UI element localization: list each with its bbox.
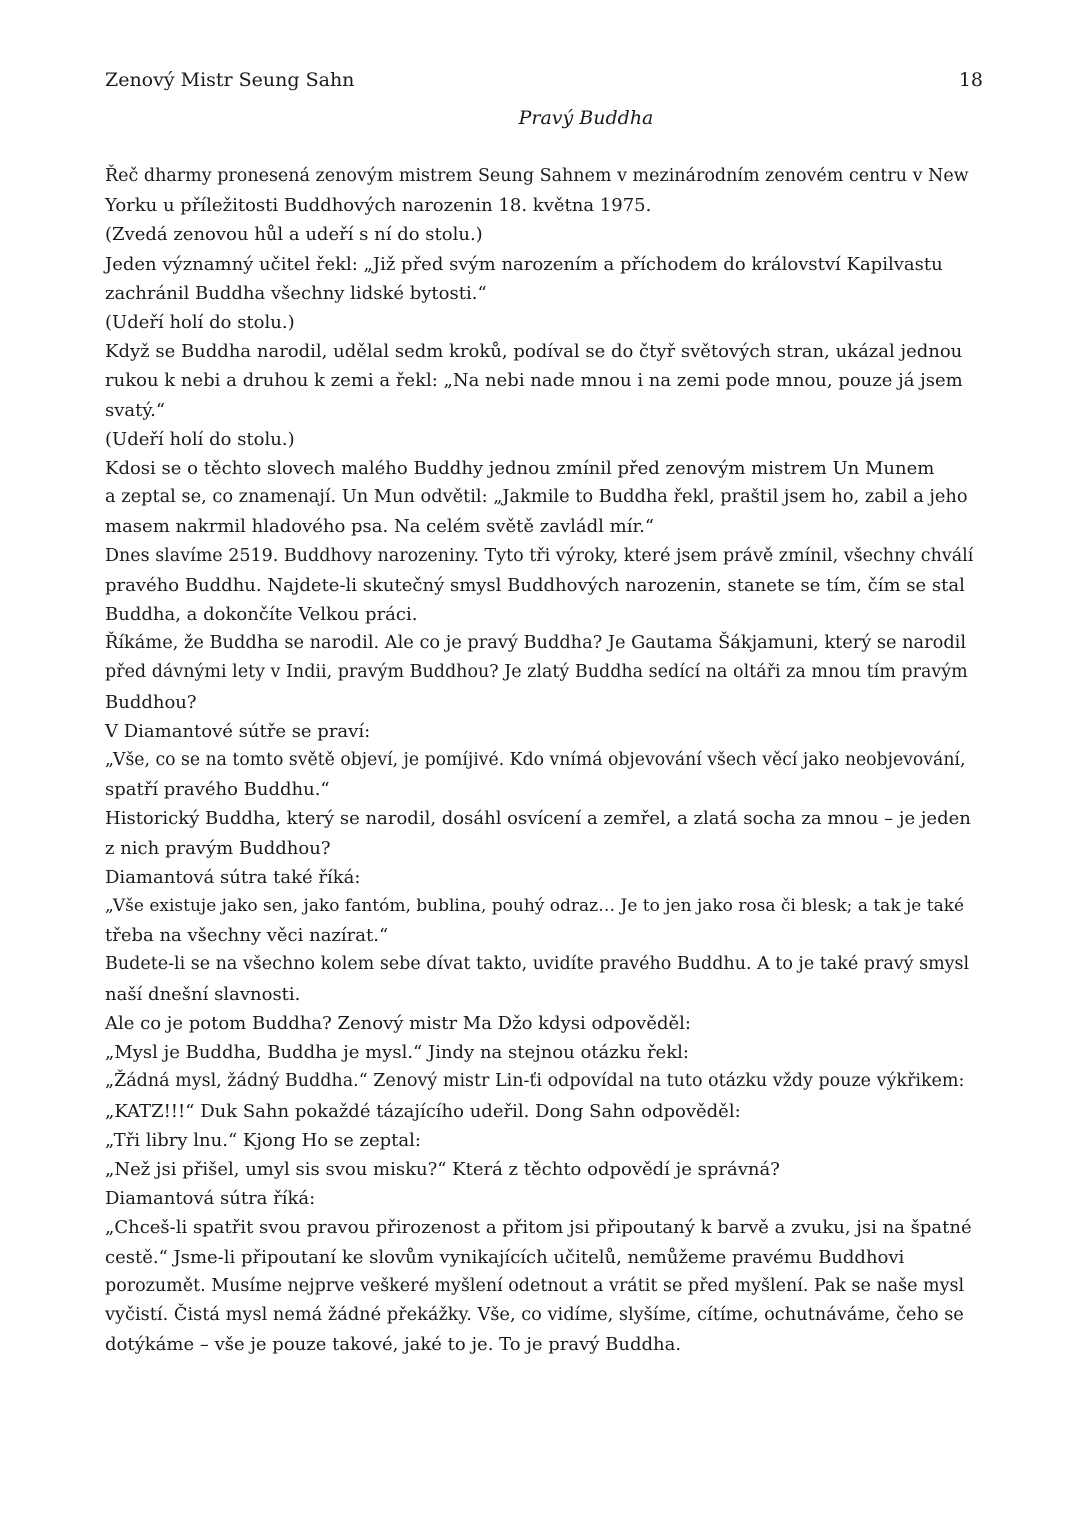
text-line: „Žádná mysl, žádný Buddha.“ Zenový mistr Lin-ťi odpovídal na tuto otázku vždy pouze výkřikem: [105,1071,965,1092]
text-line: pravého Buddhu. Najdete-li skutečný smysl Buddhových narozenin, stanete se tím, čím se stal [105,574,965,596]
text-line: vyčistí. Čistá mysl nemá žádné překážky. Vše, co vidíme, slyšíme, cítíme, ochutnáváme, čeho se [105,1304,964,1325]
text-line: Buddhou? [105,691,197,713]
running-header [105,66,983,96]
text-line: „Vše existuje jako sen, jako fantóm, bublina, pouhý odraz… Je to jen jako rosa či blesk; a tak je také [105,896,965,917]
text-line: „Než jsi přišel, umyl sis svou misku?“ Která z těchto odpovědí je správná? [105,1158,780,1180]
text-line: svatý.“ [105,399,166,421]
text-line: naší dnešní slavnosti. [105,983,301,1005]
text-line: Diamantová sútra také říká: [105,866,361,888]
text-line: Historický Buddha, který se narodil, dosáhl osvícení a zemřel, a zlatá socha za mnou – je jeden [105,808,971,830]
chapter-title: Pravý Buddha [518,107,654,129]
text-line: Yorku u příležitosti Buddhových narozenin 18. května 1975. [105,195,652,217]
text-line: a zeptal se, co znamenají. Un Mun odvětil: „Jakmile to Buddha řekl, praštil jsem ho, zabil a jeho [105,487,968,508]
text-line: porozumět. Musíme nejprve veškeré myšlení odetnout a vrátit se před myšlení. Pak se naše mysl [105,1275,965,1296]
text-line: dotýkáme – vše je pouze takové, jaké to je. To je pravý Buddha. [105,1334,682,1356]
text-line: V Diamantové sútře se praví: [105,720,371,742]
text-line: Jeden významný učitel řekl: „Již před svým narozením a příchodem do království Kapilvastu [105,253,943,275]
text-line: „Tři libry lnu.“ Kjong Ho se zeptal: [105,1129,421,1151]
text-line: (Udeří holí do stolu.) [105,312,295,334]
text-line: cestě.“ Jsme-li připoutaní ke slovům vynikajících učitelů, nemůžeme pravému Buddhovi [105,1246,905,1268]
text-line: Ale co je potom Buddha? Zenový mistr Ma Džo kdysi odpověděl: [105,1012,691,1034]
text-line: Kdosi se o těchto slovech malého Buddhy jednou zmínil před zenovým mistrem Un Munem [105,458,935,480]
text-line: třeba na všechny věci nazírat.“ [105,925,389,947]
text-line: z nich pravým Buddhou? [105,837,331,859]
text-line: „Vše, co se na tomto světě objeví, je pomíjivé. Kdo vnímá objevování všech věcí jako neobjevování, [105,750,966,771]
text-line: před dávnými lety v Indii, pravým Buddhou? Je zlatý Buddha sedící na oltáři za mnou tím pravým [105,662,968,683]
text-line: (Udeří holí do stolu.) [105,428,295,450]
page-number: 18 [958,69,983,91]
text-line: masem nakrmil hladového psa. Na celém světě zavládl mír.“ [105,516,655,538]
text-line: zachránil Buddha všechny lidské bytosti.“ [105,282,487,304]
text-line: Říkáme, že Buddha se narodil. Ale co je pravý Buddha? Je Gautama Šákjamuni, který se narodil [105,633,967,654]
text-line: „Chceš-li spatřit svou pravou přirozenost a přitom jsi připoutaný k barvě a zvuku, jsi na špatné [105,1217,972,1239]
text-line: rukou k nebi a druhou k zemi a řekl: „Na nebi nade mnou i na zemi pode mnou, pouze já jsem [105,370,963,392]
text-line: „KATZ!!!“ Duk Sahn pokaždé tázajícího udeřil. Dong Sahn odpověděl: [105,1100,741,1122]
text-line: Řeč dharmy pronesená zenovým mistrem Seung Sahnem v mezinárodním zenovém centru v New [105,166,969,186]
body-text [105,162,975,1359]
text-line: spatří pravého Buddhu.“ [105,779,330,801]
text-line: Budete-li se na všechno kolem sebe dívat takto, uvidíte pravého Buddhu. A to je také pravý smysl [105,954,970,975]
text-line: Buddha, a dokončíte Velkou práci. [105,604,418,626]
text-line: (Zvedá zenovou hůl a udeří s ní do stolu.) [105,224,483,246]
text-line: Dnes slavíme 2519. Buddhovy narozeniny. Tyto tři výroky, které jsem právě zmínil, všechny chválí [105,545,974,566]
text-line: Když se Buddha narodil, udělal sedm kroků, podíval se do čtyř světových stran, ukázal jednou [105,341,963,363]
text-line: Diamantová sútra říká: [105,1188,316,1210]
header-title: Zenový Mistr Seung Sahn [105,69,355,91]
text-line: „Mysl je Buddha, Buddha je mysl.“ Jindy na stejnou otázku řekl: [105,1042,689,1064]
